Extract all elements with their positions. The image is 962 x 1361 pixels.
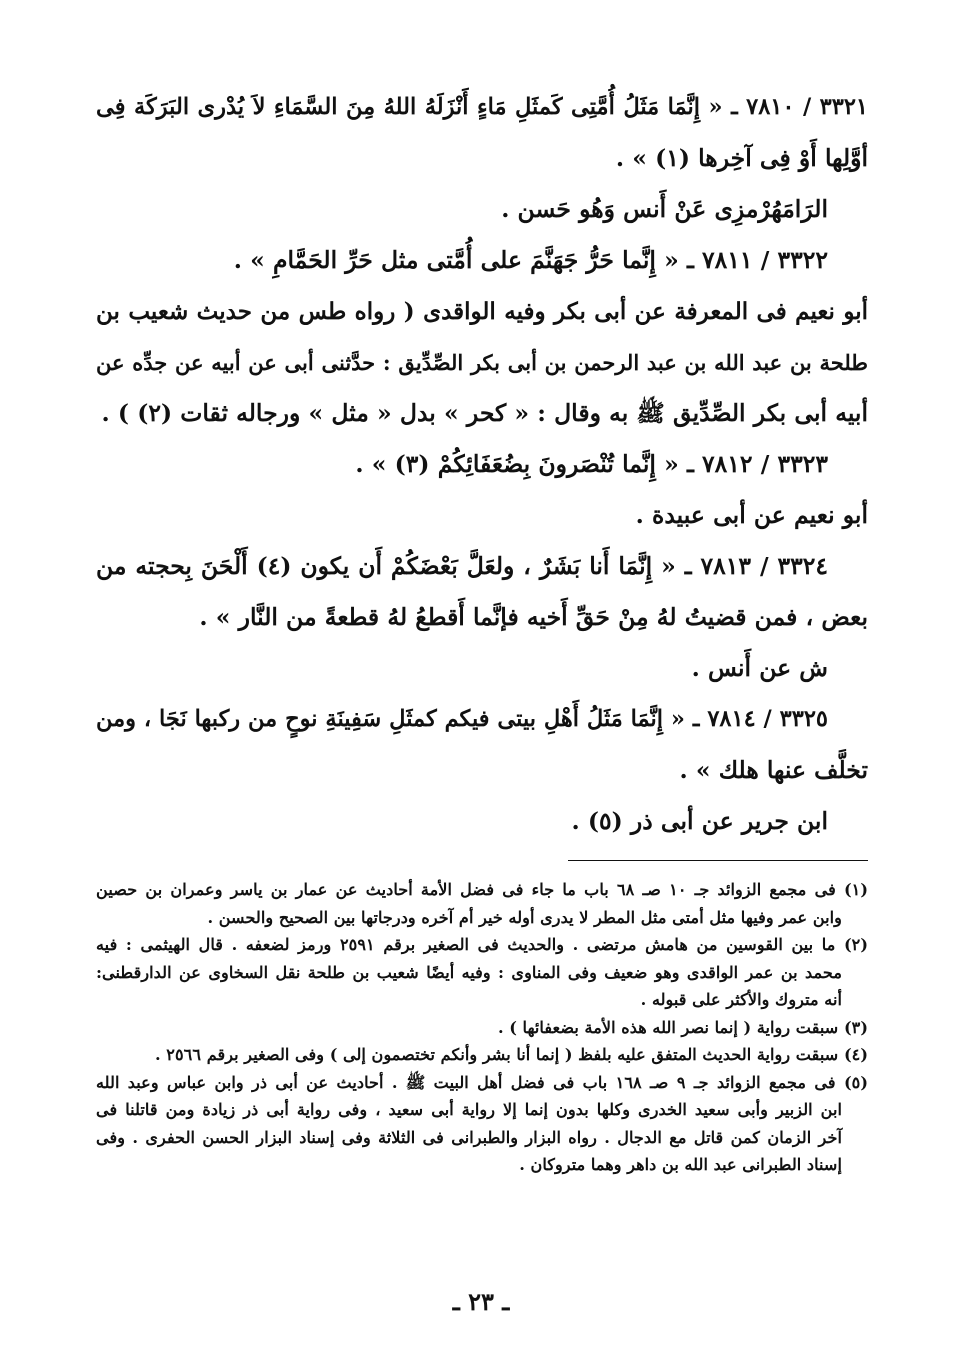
footnote-line: (١) فى مجمع الزوائد جـ ١٠ صـ ٦٨ باب ما جاء فى فضل الأمة أحاديث عن عمار بن ياسر وعمران بن حصين: [96, 880, 868, 899]
footnote-line: وابن عمر وفيها مثل أمتى مثل المطر لا يدرى أوله خير أم آخره ودرجاتها بين الصحيح والحسن .: [207, 907, 842, 927]
footnote-line: (٢) ما بين القوسين من هامش مرتضى . والحديث فى الصغير برقم ٢٥٩١ ورمز لضعفه . قال الهيثمى : فيه: [96, 935, 868, 954]
page-number: ـ ٢٣ ـ: [452, 1287, 510, 1316]
source-line: أبو نعيم فى المعرفة عن أبى بكر وفيه الواقدى ( رواه طس من حديث شعيب بن: [96, 298, 868, 325]
source-line: أبيه أبى بكر الصِّدِّيق ﷺ به وقال : « كحر » بدل « مثل » ورجاله ثقات (٢) ) .: [101, 399, 868, 427]
hadith-line: ٣٣٢٣ / ٧٨١٢ ـ « إِنَّما تُنْصَرونَ بِضُعَفَائِكُمْ (٣) » .: [355, 450, 828, 478]
main-text: [96, 82, 868, 847]
source-line: الرَامَهُرْمزِى عَنْ أَنس وَهُو حَسن .: [501, 195, 828, 223]
hadith-line: ٣٣٢٢ / ٧٨١١ ـ « إِنَّما حَرُّ جَهَنَّمَ على أُمَّتى مثل حَرِّ الحَمَّامِ » .: [233, 246, 828, 274]
hadith-line: ٣٣٢٥ / ٧٨١٤ ـ « إِنَّمَا مَثَلُ أَهْلِ بيتى فيكم كمثَلِ سَفِينَةِ نوحٍ من ركبها نَجَا ، ومن: [96, 706, 828, 732]
source-line: ابن جرير عن أبى ذر (٥) .: [571, 807, 828, 835]
source-line: ش عن أَنس .: [691, 654, 828, 682]
footnote-line: ابن الزبير وأبى سعيد الخدرى وكلها بدون إنما إلا رواية أبى سعيد ، وفى رواية أبى ذر زيادة ومن قاتلنا فى: [96, 1100, 842, 1119]
footnote-separator: [568, 860, 868, 861]
footnote-line: محمد بن عمر الواقدى وهو ضعيف وفى المناوى : وفيه أيضًا شعيب بن طلحة نقل السخاوى عن الدارقطنى:: [96, 962, 842, 982]
hadith-line: ٣٣٢١ / ٧٨١٠ ـ « إِنَّمَا مَثَلُ أُمَّتِى كَمثَلِ مَاءٍ أَنْزَلَهُ اللهُ مِنَ السَّمَاءِ لاَ يُدْرى البَرَكَة فِى: [96, 94, 868, 120]
footnote-line: (٥) فى مجمع الزوائد جـ ٩ صـ ١٦٨ باب فى فضل أهل البيت ﷺ . أحاديث عن أبى ذر وابن عباس وعبد الله: [96, 1072, 868, 1092]
source-line: طلحة بن عبد الله بن عبد الرحمن بن أبى بكر الصِّدِّيق : حدَّثنى أبى عن أبيه عن جدِّه عن: [96, 350, 868, 375]
footnote-line: (٣) سبقت رواية ( إنما نصر الله هذه الأمة بضعفائها ) .: [497, 1017, 868, 1037]
source-line: أبو نعيم عن أبى عبيدة .: [635, 501, 868, 529]
hadith-line: ٣٣٢٤ / ٧٨١٣ ـ « إِنَّمَا أَنا بَشَرٌ ، ولعَلَّ بَعْضَكُمْ أَن يكون (٤) أَلْحَنَ بِحجته من: [96, 552, 828, 580]
footnote-line: أنه متروك والأكثر على قبوله .: [640, 990, 842, 1009]
footnotes: [96, 876, 868, 1179]
hadith-line: أوَّلِها أَوْ فِى آخِرها (١) » .: [615, 144, 868, 172]
footnote-line: آخر الزمان كمن قاتل مع الدجال . رواه البزار والطبرانى فى الثلاثة وفى إسناد البزار الحسن الحفرى . وفى: [96, 1127, 842, 1147]
footnote-line: (٤) سبقت رواية الحديث المتفق عليه بلفظ ( إنما أنا بشر وأنكم تختصمون إلى ) وفى الصغير برقم ٢٥٦٦ .: [155, 1045, 868, 1064]
footnote-line: إسناد الطبرانى عبد الله بن داهر وهما متروكان .: [519, 1155, 842, 1174]
hadith-line: بعض ، فمن قضيتُ لهُ مِنْ حَقِّ أَخيه فإنَّما أَقطعُ لهُ قطعةً من النَّار » .: [199, 603, 868, 631]
hadith-line: تخلَّف عنها هلك » .: [679, 756, 868, 784]
